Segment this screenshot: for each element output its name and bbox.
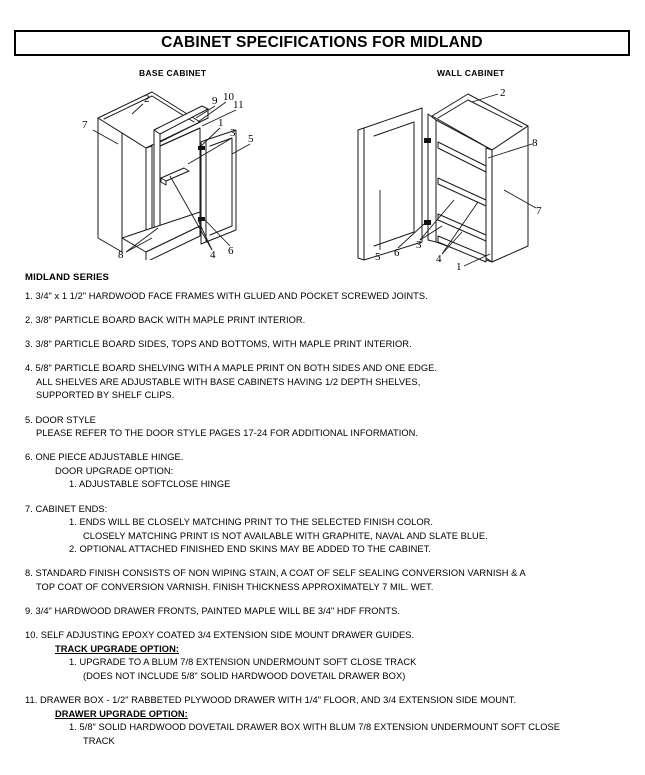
wall-callout-3: 3 [416, 239, 422, 251]
spec-item [25, 605, 625, 619]
series-heading: MIDLAND SERIES [25, 272, 110, 283]
spec-item [25, 629, 625, 683]
page-title: CABINET SPECIFICATIONS FOR MIDLAND [161, 34, 483, 51]
spec-item [25, 414, 625, 441]
spec-line: 1. UPGRADE TO A BLUM 7/8 EXTENSION UNDERMOUNT SOFT CLOSE TRACK [69, 657, 417, 668]
spec-line: TRACK [83, 735, 115, 746]
wall-callout-1: 1 [456, 261, 462, 270]
spec-line: 7. CABINET ENDS: [25, 503, 108, 514]
wall-cabinet-diagram [350, 80, 610, 270]
spec-item [25, 338, 625, 352]
spec-item [25, 290, 625, 304]
wall-callout-7: 7 [536, 205, 542, 217]
spec-line: 11. DRAWER BOX - 1/2" RABBETED PLYWOOD DRAWER WITH 1/4" FLOOR, AND 3/4 EXTENSION SIDE MOUNT. [25, 695, 517, 706]
base-callout-4: 4 [210, 249, 216, 260]
spec-line: 1. 3/4" x 1 1/2" HARDWOOD FACE FRAMES WITH GLUED AND POCKET SCREWED JOINTS. [25, 291, 428, 301]
spec-line: 1. 5/8" SOLID HARDWOOD DOVETAIL DRAWER BOX WITH BLUM 7/8 EXTENSION UNDERMOUNT SOFT CLOSE [69, 722, 561, 733]
base-callout-7: 7 [82, 119, 88, 131]
spec-line: 1. ENDS WILL BE CLOSELY MATCHING PRINT TO THE SELECTED FINISH COLOR. [69, 517, 433, 528]
spec-item [25, 567, 625, 594]
spec-line: 2. 3/8" PARTICLE BOARD BACK WITH MAPLE PRINT INTERIOR. [25, 315, 306, 326]
base-callout-3: 3 [230, 127, 236, 139]
wall-callout-6: 6 [394, 247, 400, 259]
document-title-box [14, 30, 630, 56]
base-cabinet-caption: BASE CABINET [139, 68, 207, 78]
spec-item [25, 314, 625, 328]
spec-line: 5. DOOR STYLE [25, 414, 96, 425]
spec-upgrade-heading [25, 708, 625, 722]
spec-line: CLOSELY MATCHING PRINT IS NOT AVAILABLE WITH GRAPHITE, NAVAL AND SLATE BLUE. [83, 530, 488, 541]
spec-line: TOP COAT OF CONVERSION VARNISH. FINISH THICKNESS APPROXIMATELY 7 MIL. WET. [36, 582, 434, 592]
spec-line: SUPPORTED BY SHELF CLIPS. [36, 390, 175, 401]
base-callout-9: 9 [212, 95, 218, 107]
spec-item [25, 451, 625, 492]
wall-callout-2: 2 [500, 87, 506, 99]
spec-line: 1. ADJUSTABLE SOFTCLOSE HINGE [69, 479, 231, 490]
spec-item [25, 362, 625, 403]
spec-item [25, 694, 625, 748]
specification-list [25, 290, 625, 759]
base-callout-5: 5 [248, 133, 254, 145]
wall-callout-5: 5 [375, 251, 381, 263]
base-callout-2: 2 [144, 93, 150, 105]
spec-line: ALL SHELVES ARE ADJUSTABLE WITH BASE CABINETS HAVING 1/2 DEPTH SHELVES, [36, 376, 421, 387]
base-callout-11: 11 [233, 99, 244, 111]
spec-line: 2. OPTIONAL ATTACHED FINISHED END SKINS MAY BE ADDED TO THE CABINET. [69, 544, 431, 555]
spec-line: DOOR UPGRADE OPTION: [55, 465, 174, 476]
spec-line: 3. 3/8" PARTICLE BOARD SIDES, TOPS AND BOTTOMS, WITH MAPLE PRINT INTERIOR. [25, 339, 412, 350]
base-callout-10: 10 [223, 91, 234, 103]
spec-line: 9. 3/4" HARDWOOD DRAWER FRONTS, PAINTED MAPLE WILL BE 3/4" HDF FRONTS. [25, 606, 400, 617]
base-cabinet-diagram [60, 80, 320, 260]
base-callout-1: 1 [218, 117, 224, 129]
spec-line: PLEASE REFER TO THE DOOR STYLE PAGES 17-24 FOR ADDITIONAL INFORMATION. [36, 428, 419, 439]
upgrade-option-label: DRAWER UPGRADE OPTION: [55, 708, 188, 719]
wall-cabinet-caption: WALL CABINET [437, 68, 505, 78]
base-callout-6: 6 [228, 245, 234, 257]
spec-line: (DOES NOT INCLUDE 5/8" SOLID HARDWOOD DOVETAIL DRAWER BOX) [83, 670, 406, 681]
wall-callout-4: 4 [436, 253, 442, 265]
spec-item [25, 503, 625, 557]
spec-line: 8. STANDARD FINISH CONSISTS OF NON WIPING STAIN, A COAT OF SELF SEALING CONVERSION VARNISH & A [25, 568, 526, 579]
wall-callout-8: 8 [532, 137, 538, 149]
spec-line: 10. SELF ADJUSTING EPOXY COATED 3/4 EXTENSION SIDE MOUNT DRAWER GUIDES. [25, 630, 415, 641]
spec-upgrade-heading [25, 643, 625, 657]
spec-line: 6. ONE PIECE ADJUSTABLE HINGE. [25, 452, 184, 463]
spec-line: 4. 5/8" PARTICLE BOARD SHELVING WITH A MAPLE PRINT ON BOTH SIDES AND ONE EDGE. [25, 363, 438, 374]
base-callout-8: 8 [118, 249, 124, 260]
upgrade-option-label: TRACK UPGRADE OPTION: [55, 643, 179, 654]
